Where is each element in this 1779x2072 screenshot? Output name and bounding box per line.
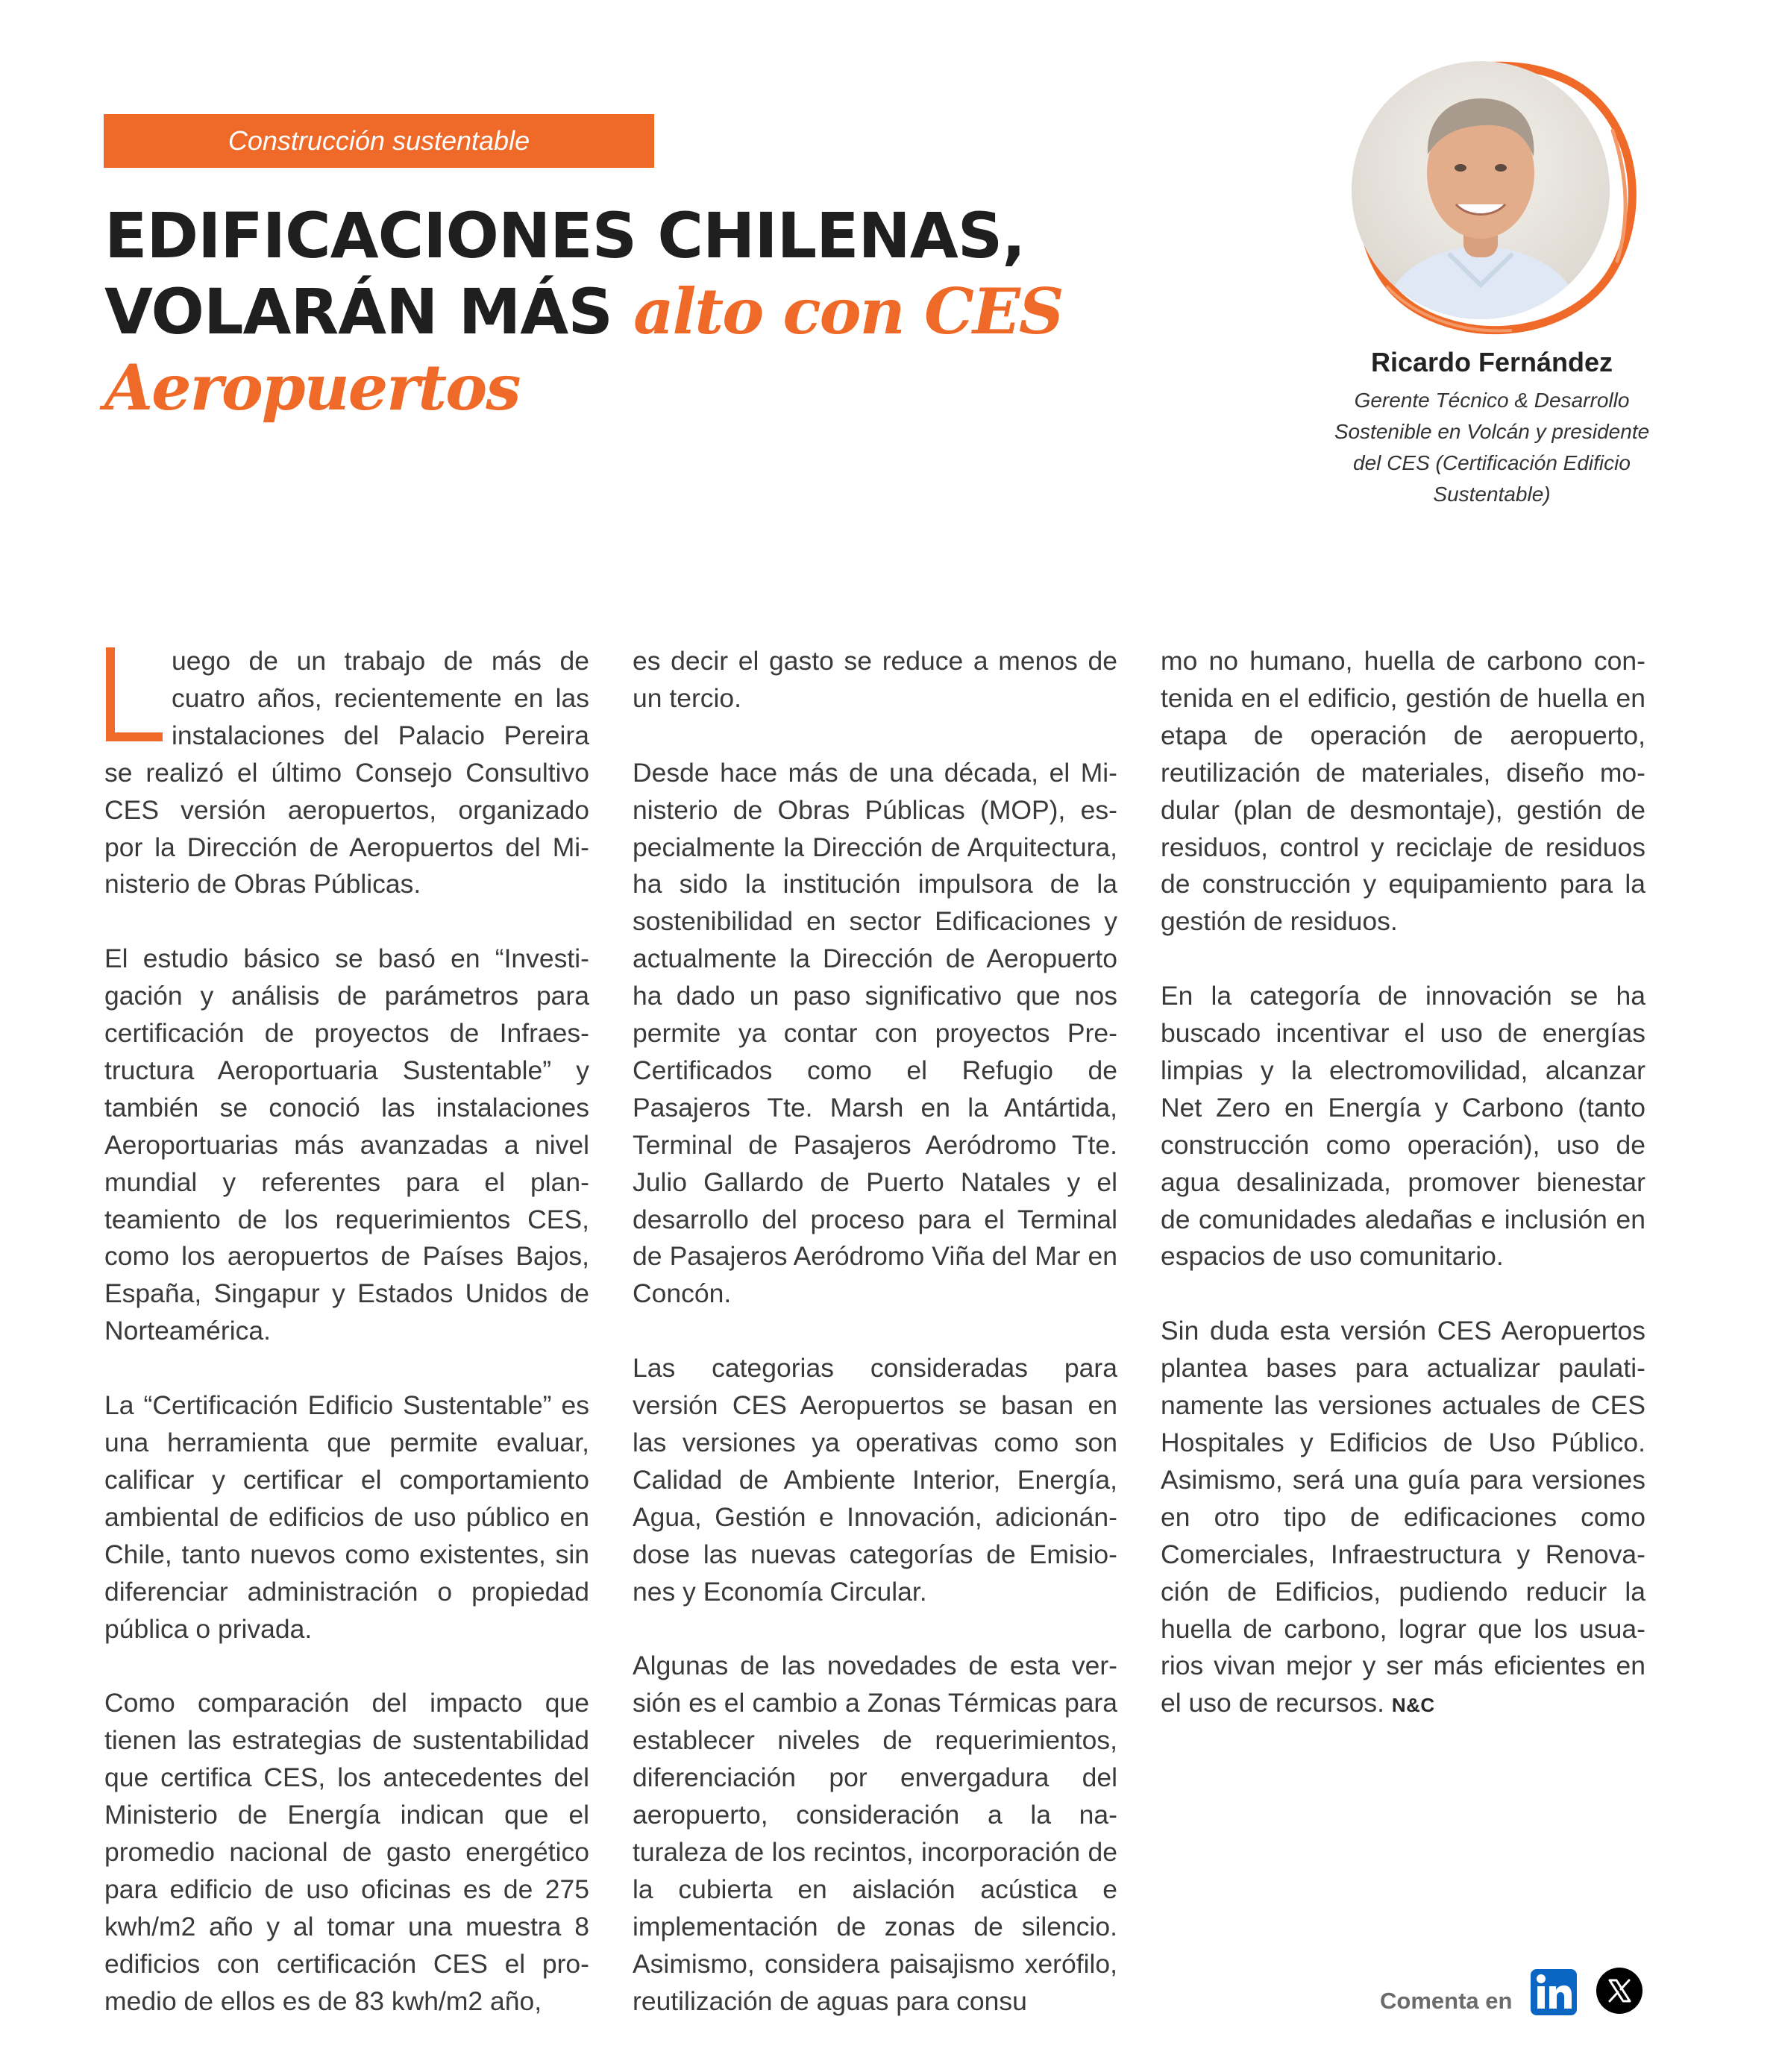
article-paragraph: es decir el gasto se reduce a menos de un tercio.	[633, 646, 1117, 713]
headline-line-2-accent: alto con CES	[633, 274, 1063, 348]
article-paragraph: Desde hace más de una década, el Ministerio de Obras Públicas (MOP), especialmente la Dirección de Arquitectura, ha sido la institución impulsora de la sostenibilidad en sector Edificaciones y actualmente la Dirección de Aeropuerto ha dado un paso significativo que nos permite ya contar con proyectos Pre-Certificados como el Refugio de Pasajeros Tte. Marsh en la Antártida, Terminal de Pasajeros Aeródromo Tte. Julio Gallardo de Puerto Natales y el desarrollo del proceso para el Terminal de Pasajeros Aeródromo Viña del Mar en Concón.	[633, 757, 1117, 1309]
author-photo	[1352, 61, 1610, 319]
article-paragraph: El estudio básico se basó en “Investigación y análisis de parámetros para certificación de proyectos de Infraestructura Aeroportuaria Sustentable” y también se conoció las instalaciones Aeroportuarias más avanzadas a nivel mundial y referentes para el planteamiento de los requerimientos CES, como los aeropuertos de Países Bajos, España, Singapur y Estados Unidos de Norteamérica.	[104, 944, 589, 1346]
comment-label: Comenta en	[1380, 1988, 1513, 2014]
article-paragraph-text: Sin duda esta versión CES Aeropuertos plantea bases para actualizar paulatinamente las versiones actuales de CES Hospitales y Edificios de Uso Público. Asimismo, será una guía para versiones en otro tipo de edificaciones como Comerciales, Infraestructura y Renovación de Edificios, pudiendo reducir la huella de carbono, lograr que los usuarios vivan mejor y ser más eficientes en el uso de recursos.	[1161, 1316, 1645, 1718]
author-name: Ricardo Fernández	[1370, 347, 1613, 377]
signature-mark: N&C	[1391, 1694, 1435, 1717]
drop-cap-l	[104, 647, 163, 743]
headline-line-2	[104, 274, 1074, 350]
section-tag: Construcción sustentable	[104, 114, 654, 168]
article-paragraph: Las categorias consideradas para versión CES Aeropuertos se basan en las versiones ya operativas como son Calidad de Ambiente Interior, Energía, Agua, Gestión e Innovación, adicionándose las nuevas categorías de Emisiones y Economía Circular.	[633, 1353, 1117, 1607]
author-role-line: Sustentable)	[1433, 483, 1551, 506]
article-paragraph: En la categoría de innovación se ha buscado incentivar el uso de energías limpias y la electromovilidad, alcanzar Net Zero en Energía y Carbono (tanto construcción como operación), uso de agua desalinizada, promover bienestar de comunidades aledañas e inclusión en espacios de uso comunitario.	[1161, 981, 1645, 1272]
headline-line-2-plain: VOLARÁN MÁS	[104, 275, 634, 348]
headline	[104, 198, 1074, 426]
article-paragraph: Como comparación del impacto que tienen las estrategias de sustentabilidad que certifica CES, los antecedentes del Ministerio de Energía indican que el promedio nacional de gasto energético para edificio de uso oficinas es de 275 kwh/m2 año y al tomar una muestra 8 edificios con certificación CES el promedio de ellos es de 83 kwh/m2 año,	[104, 1688, 589, 2016]
author-role-line: Gerente Técnico & Desarrollo	[1354, 389, 1630, 412]
article-column-1	[104, 643, 589, 2057]
linkedin-icon[interactable]	[1531, 1969, 1577, 2015]
article-paragraph: Algunas de las novedades de esta versión es el cambio a Zonas Térmicas para establecer niveles de requerimientos, diferenciación por envergadura del aeropuerto, consideración a la naturaleza de los recintos, incorporación de la cubierta en aislación acústica e implementación de zonas de silencio. Asimismo, considera paisajismo xerófilo, reutilización de aguas para consu	[633, 1651, 1117, 2016]
article-paragraph	[1161, 1313, 1645, 1724]
article-column-2	[633, 643, 1117, 2057]
headline-line-1: EDIFICACIONES CHILENAS,	[104, 199, 1026, 272]
headline-line-3-accent: Aeropuertos	[104, 351, 520, 424]
author-role-line: Sostenible en Volcán y presidente	[1334, 420, 1650, 443]
article-paragraph: La “Certificación Edificio Sustentable” es una herramienta que permite evaluar, calificar y certificar el comportamiento ambiental de edificios de uso público en Chile, tanto nuevos como existentes, sin diferenciar administración o propiedad pública o privada.	[104, 1390, 589, 1644]
author-role	[1283, 385, 1701, 510]
x-icon[interactable]	[1596, 1968, 1642, 2014]
author-role-line: del CES (Certificación Edificio	[1353, 451, 1631, 474]
article-paragraph	[104, 643, 589, 903]
article-paragraph-text: uego de un trabajo de más de cuatro años, recientemente en las instalaciones del Palacio Pereira se realizó el último Consejo Consultivo CES versión aeropuertos, organizado por la Dirección de Aeropuertos del Ministerio de Obras Públicas.	[104, 646, 589, 900]
article-paragraph: mo no humano, huella de carbono contenida en el edificio, gestión de huella en etapa de operación de aeropuerto, reutilización de materiales, diseño modular (plan de desmontaje), gestión de residuos, control y reciclaje de residuos de construcción y equipamiento para la gestión de residuos.	[1161, 646, 1645, 937]
article-column-3	[1161, 643, 1645, 1762]
